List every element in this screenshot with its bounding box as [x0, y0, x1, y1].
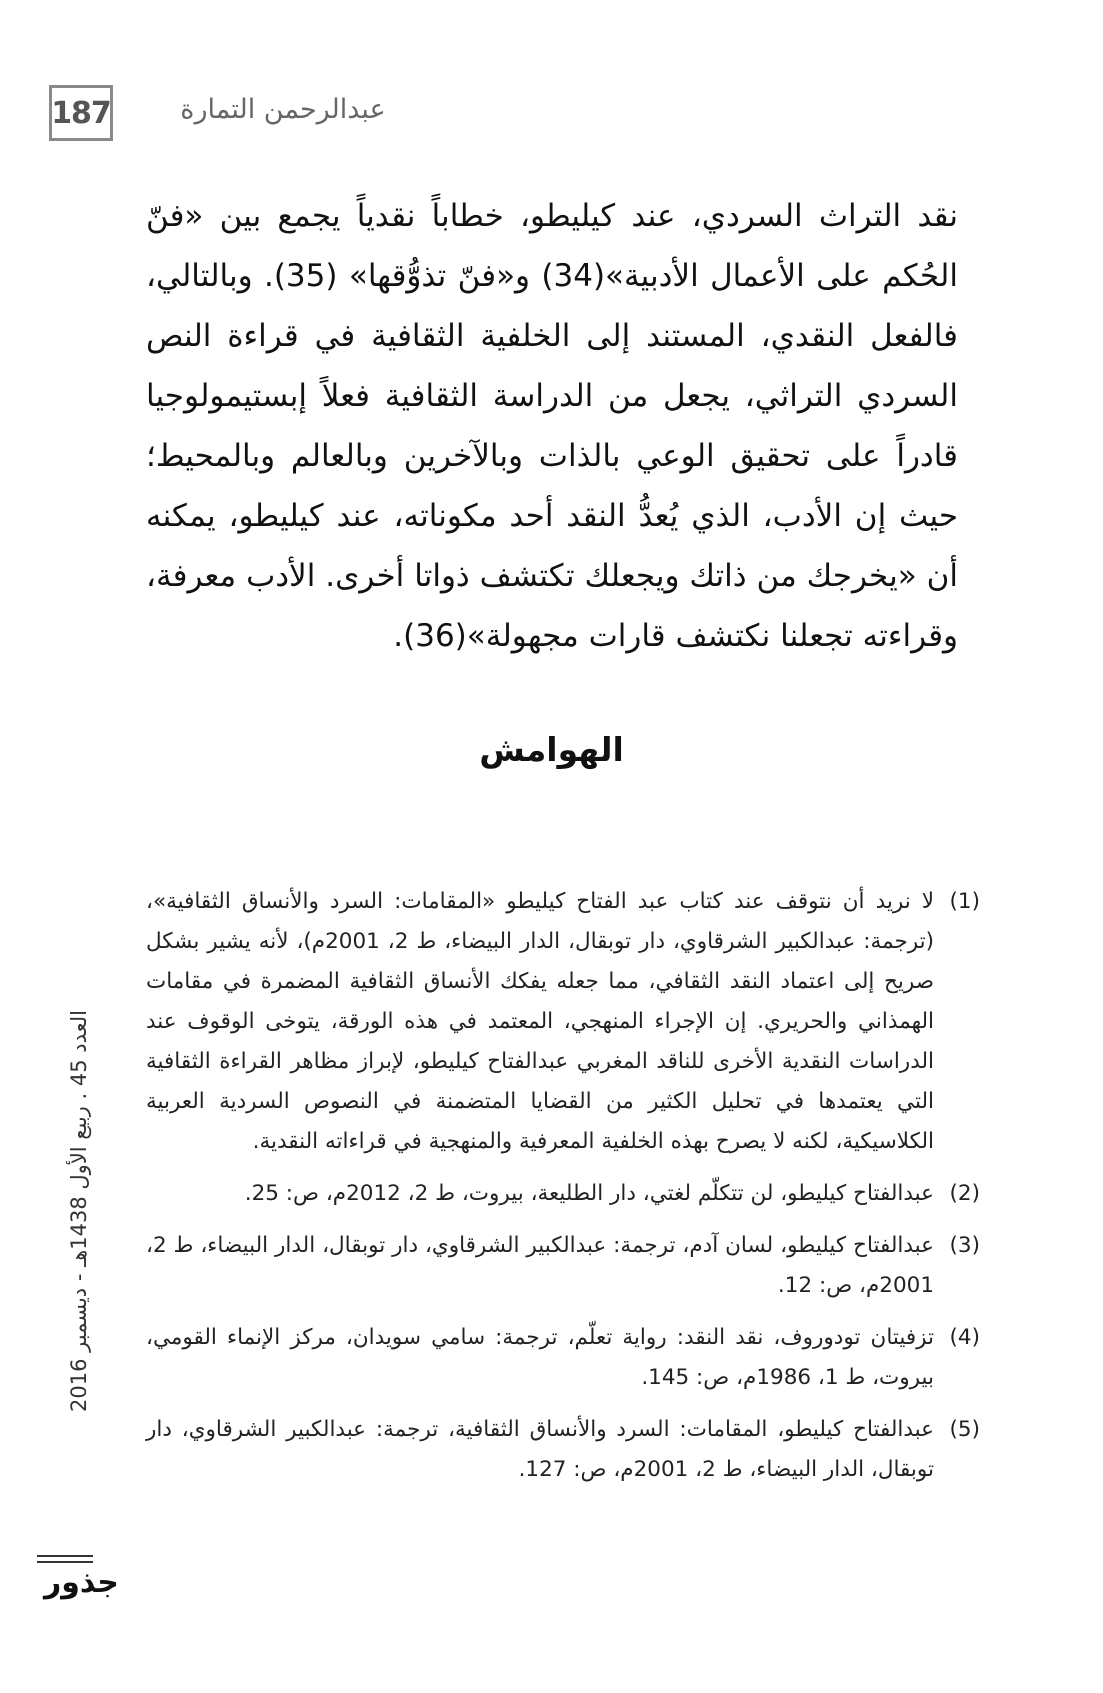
footnote-item — [146, 1410, 980, 1490]
footnote-text: عبدالفتاح كيليطو، لسان آدم، ترجمة: عبدالكبير الشرقاوي، دار توبقال، الدار البيضاء، ط 2، 2001م، ص: 12. — [146, 1233, 934, 1298]
footnote-number: (1) — [949, 889, 980, 914]
footnote-number: (4) — [949, 1325, 980, 1350]
footnotes-list — [146, 882, 980, 1502]
footnote-number: (5) — [949, 1417, 980, 1442]
footnote-number: (3) — [949, 1233, 980, 1258]
body-paragraph: نقد التراث السردي، عند كيليطو، خطاباً نقدياً يجمع بين «فنّ الحُكم على الأعمال الأدبية»(34) و«فنّ تذوُّقها» (35). وبالتالي، فالفعل النقدي، المستند إلى الخلفية الثقافية في قراءة النص السردي التراثي، يجعل من الدراسة الثقافية فعلاً إبستيمولوجيا قادراً على تحقيق الوعي بالذات وبالآخرين وبالعالم وبالمحيط؛ حيث إن الأدب، الذي يُعدُّ النقد أحد مكوناته، عند كيليطو، يمكنه أن «يخرجك من ذاتك ويجعلك تكتشف ذواتا أخرى. الأدب معرفة، وقراءته تجعلنا نكتشف قارات مجهولة»(36). — [146, 198, 958, 654]
footnote-item — [146, 1318, 980, 1398]
footnote-item — [146, 1174, 980, 1214]
issue-info: العدد 45 . ربيع الأول 1438هـ - ديسمبر 2016 — [67, 1010, 91, 1412]
sidebar-divider — [37, 1555, 93, 1563]
footnote-item — [146, 882, 980, 1162]
issue-sidebar — [36, 1010, 116, 1610]
footnote-item — [146, 1226, 980, 1306]
footnotes-heading: الهوامش — [479, 730, 624, 769]
footnote-text: عبدالفتاح كيليطو، لن تتكلّم لغتي، دار الطليعة، بيروت، ط 2، 2012م، ص: 25. — [244, 1181, 934, 1206]
journal-logo: جذور — [44, 1565, 119, 1600]
running-header-author: عبدالرحمن التمارة — [180, 94, 386, 125]
footnote-text: تزفيتان تودوروف، نقد النقد: رواية تعلّم، ترجمة: سامي سويدان، مركز الإنماء القومي، بيروت، ط 1، 1986م، ص: 145. — [146, 1325, 934, 1390]
footnote-number: (2) — [949, 1181, 980, 1206]
footnote-text: عبدالفتاح كيليطو، المقامات: السرد والأنساق الثقافية، ترجمة: عبدالكبير الشرقاوي، دار توبقال، الدار البيضاء، ط 2، 2001م، ص: 127. — [146, 1417, 934, 1482]
page-number: 187 — [49, 85, 113, 141]
footnote-text: لا نريد أن نتوقف عند كتاب عبد الفتاح كيليطو «المقامات: السرد والأنساق الثقافية»، (ترجمة: عبدالكبير الشرقاوي، دار توبقال، الدار البيضاء، ط 2، 2001م)، لأنه يشير بشكل صريح إلى اعتماد النقد الثقافي، مما جعله يفكك الأنساق الثقافية المضمرة في مقامات الهمذاني والحريري. إن الإجراء المنهجي، المعتمد في هذه الورقة، يتوخى الوقوف عند الدراسات النقدية الأخرى للناقد المغربي عبدالفتاح كيليطو، لإبراز مظاهر القراءة الثقافية التي يعتمدها في تحليل الكثير من القضايا المتضمنة في النصوص السردية العربية الكلاسيكية، لكنه لا يصرح بهذه الخلفية المعرفية والمنهجية في قراءاته النقدية. — [146, 889, 934, 1154]
